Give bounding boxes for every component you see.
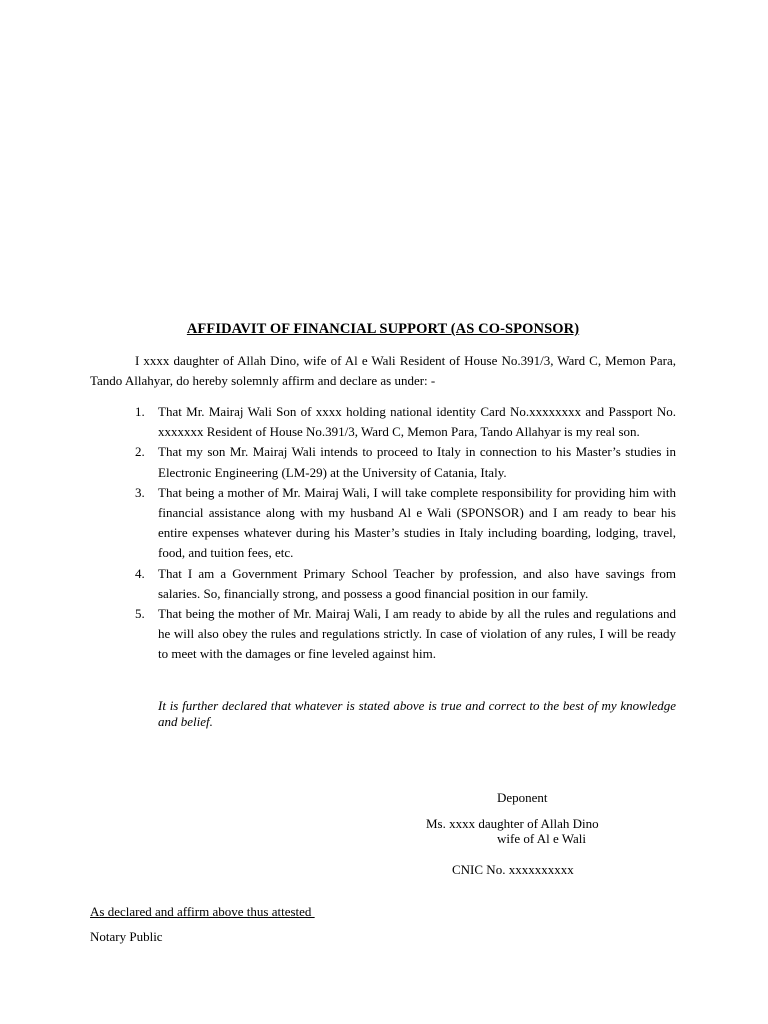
deponent-relation: wife of Al e Wali bbox=[497, 831, 586, 846]
list-item-number: 2. bbox=[135, 444, 145, 460]
list-item-number: 5. bbox=[135, 606, 145, 622]
list-item bbox=[90, 483, 676, 564]
list-item-text: That I am a Government Primary School Teacher by profession, and also have savings from salaries. So, financially strong, and possess a good financial position in our family. bbox=[158, 565, 676, 601]
list-item bbox=[90, 442, 676, 482]
list-item-number: 4. bbox=[135, 565, 145, 581]
declaration-list bbox=[90, 402, 676, 665]
deponent-label: Deponent bbox=[497, 790, 548, 805]
list-item bbox=[90, 564, 676, 604]
list-item-text: That being a mother of Mr. Mairaj Wali, I will take complete responsibility for providing him with financial assistance along with my husband Al e Wali (SPONSOR) and I am ready to bear his entire expenses whatever during his Master’s studies in Italy including boarding, lodging, travel, food, and tuition fees, etc. bbox=[158, 484, 676, 561]
deponent-name: Ms. xxxx daughter of Allah Dino bbox=[426, 816, 599, 831]
notary-label: Notary Public bbox=[90, 929, 163, 944]
truth-declaration: It is further declared that whatever is stated above is true and correct to the best of my knowledge and belief. bbox=[158, 698, 676, 729]
list-item-text: That Mr. Mairaj Wali Son of xxxx holding national identity Card No.xxxxxxxx and Passport No. xxxxxxx Resident of House No.391/3, Ward C, Memon Para, Tando Allahyar is my real son. bbox=[158, 404, 676, 440]
list-item bbox=[90, 604, 676, 665]
list-item-text: That my son Mr. Mairaj Wali intends to proceed to Italy in connection to his Master’s studies in Electronic Engineering (LM-29) at the University of Catania, Italy. bbox=[158, 444, 676, 480]
list-item-number: 3. bbox=[135, 484, 145, 500]
list-item-text: That being the mother of Mr. Mairaj Wali, I am ready to abide by all the rules and regulations and he will also obey the rules and regulations strictly. In case of violation of any rules, I will be ready to meet with the damages or fine leveled against him. bbox=[158, 606, 676, 662]
list-item-number: 1. bbox=[135, 404, 145, 419]
intro-paragraph: I xxxx daughter of Allah Dino, wife of Al e Wali Resident of House No.391/3, Ward C, Memon Para, Tando Allahyar, do hereby solemnly affirm and declare as under: - bbox=[90, 353, 676, 388]
attestation-line: As declared and affirm above thus attested bbox=[90, 904, 315, 919]
list-item bbox=[90, 402, 676, 442]
deponent-cnic: CNIC No. xxxxxxxxxx bbox=[452, 862, 574, 877]
document-title: AFFIDAVIT OF FINANCIAL SUPPORT (AS CO-SPONSOR) bbox=[186, 321, 580, 337]
